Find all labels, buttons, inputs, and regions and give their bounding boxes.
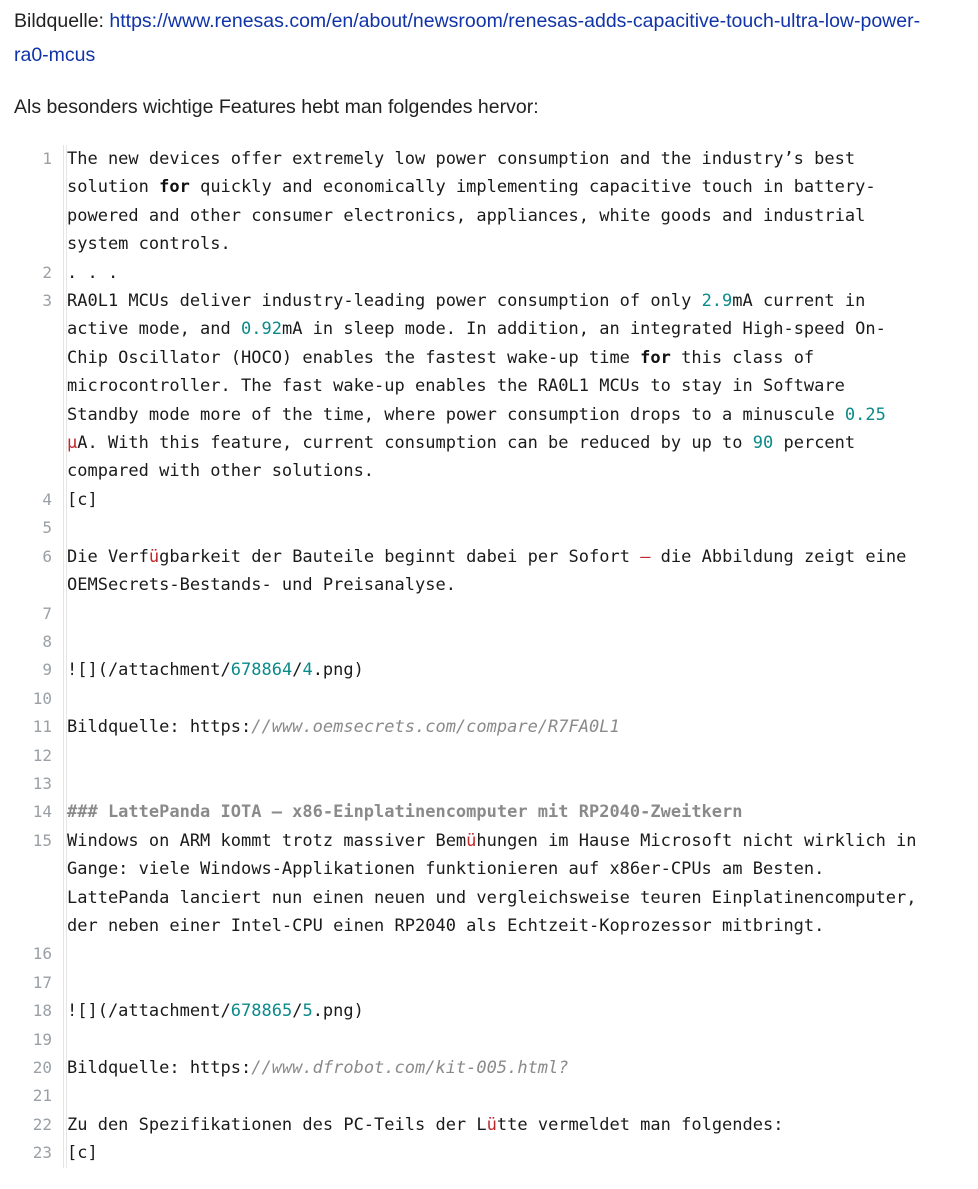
token: 0.25: [844, 404, 886, 425]
token: tte vermeldet man folgendes:: [496, 1114, 784, 1135]
code-line: [20, 770, 920, 798]
code-line: [20, 656, 920, 684]
token: ![](/attachment/: [67, 660, 231, 681]
code-line: [20, 685, 920, 713]
line-text: [66, 628, 920, 656]
line-text: [66, 1111, 920, 1139]
code-line: [20, 287, 920, 486]
token: 678865: [230, 1001, 293, 1022]
code-line: [20, 1082, 920, 1110]
line-number: 19: [32, 1029, 52, 1049]
token: A. With this feature, current consumption can be reduced by up to: [77, 433, 753, 454]
token: Zu den Spezifikationen des PC-Teils der L: [67, 1114, 487, 1135]
token: [c]: [67, 1143, 98, 1164]
line-text: [66, 656, 920, 684]
line-text: [66, 543, 920, 600]
code-line: [20, 145, 920, 259]
line-number: 2: [42, 262, 52, 282]
token: 678864: [230, 660, 293, 681]
line-number: 12: [32, 745, 52, 765]
line-number: 13: [32, 773, 52, 793]
line-text: [66, 486, 920, 514]
line-number: 9: [42, 660, 52, 680]
line-text: [66, 997, 920, 1025]
line-text: [66, 969, 920, 997]
token: quickly and economically implementing capacitive touch in battery-powered and other consumer electronics, appliances, white goods and industrial system controls.: [67, 177, 876, 255]
token: .png): [312, 1001, 364, 1022]
token: µ: [67, 433, 78, 454]
token: die Abbildung zeigt eine OEMSecrets-Bestands- und Preisanalyse.: [67, 546, 917, 596]
token: –: [640, 546, 651, 567]
token: ![](/attachment/: [67, 1001, 231, 1022]
token: Die Verf: [67, 546, 149, 567]
token: [886, 405, 896, 425]
line-text: [66, 1139, 920, 1167]
line-number: 23: [32, 1143, 52, 1163]
line-text: [66, 940, 920, 968]
code-line: [20, 486, 920, 514]
token: . . .: [67, 262, 119, 283]
line-number: 16: [32, 944, 52, 964]
line-text: [66, 770, 920, 798]
token: gbarkeit der Bauteile beginnt dabei per Sofort: [159, 546, 641, 567]
line-text: [66, 742, 920, 770]
code-line: [20, 1139, 920, 1167]
code-line: [20, 600, 920, 628]
code-line: [20, 1111, 920, 1139]
line-text: [66, 798, 920, 826]
code-line: [20, 1054, 920, 1082]
token: this class of microcontroller. The fast wake-up enables the RA0L1 MCUs to stay in Software Standby mode more of the time, where power consumption drops to a minuscule: [67, 347, 856, 425]
line-text: [66, 713, 920, 741]
line-number: 7: [42, 603, 52, 623]
line-number: 11: [32, 717, 52, 737]
line-number: 22: [32, 1114, 52, 1134]
line-text: [66, 259, 920, 287]
token: hungen im Hause Microsoft nicht wirklich in Gange: viele Windows-Applikationen funktionieren auf x86er-CPUs am Besten. LattePanda lanciert nun einen neuen und vergleichsweise teuren Einplatinencomputer, der neben einer Intel-CPU einen RP2040 als Echtzeit-Koprozessor mitbringt.: [67, 830, 927, 936]
line-number: 6: [42, 546, 52, 566]
token: for: [159, 177, 190, 198]
code-block: [20, 145, 927, 1168]
code-line: [20, 259, 920, 287]
token: 0.92: [241, 319, 282, 340]
token: mA current in active mode, and: [67, 291, 876, 340]
image-source-link[interactable]: https://www.renesas.com/en/about/newsroom/renesas-adds-capacitive-touch-ultra-low-power-ra0-mcus: [14, 10, 921, 66]
line-number: 8: [42, 631, 52, 651]
token: //www.oemsecrets.com/compare/R7FA0L1: [251, 717, 620, 738]
line-number: 3: [42, 291, 52, 311]
line-number: 21: [32, 1086, 52, 1106]
line-number: 14: [32, 802, 52, 822]
line-number: 20: [32, 1058, 52, 1077]
token: Windows on ARM kommt trotz massiver Bem: [67, 830, 467, 851]
token: //www.dfrobot.com/kit-005.html?: [251, 1058, 569, 1078]
line-number: 15: [32, 830, 52, 850]
token: mA in sleep mode. In addition, an integrated High-speed On-Chip Oscillator (HOCO) enables the fastest wake-up time: [67, 319, 886, 368]
token: Bildquelle: https:: [67, 1058, 252, 1078]
line-text: [66, 1082, 920, 1110]
token: ü: [148, 546, 160, 567]
image-source-line: [14, 4, 944, 72]
token: The new devices offer extremely low power consumption and the industry’s best solution: [67, 149, 866, 198]
token: ### LattePanda IOTA – x86-Einplatinencomputer mit RP2040-Zweitkern: [67, 802, 743, 823]
line-text: [66, 287, 920, 486]
image-source-label: Bildquelle:: [14, 10, 104, 32]
token: percent compared with other solutions.: [67, 433, 866, 482]
line-number: 10: [32, 688, 52, 708]
line-text: [66, 1026, 920, 1054]
line-text: [66, 827, 927, 941]
line-text: [66, 145, 920, 259]
line-number: 1: [42, 149, 52, 168]
code-line: [20, 543, 920, 600]
token: [c]: [67, 489, 98, 510]
token: /: [292, 1001, 303, 1022]
line-text: [66, 514, 920, 542]
token: 5: [302, 1001, 313, 1022]
code-line: [20, 628, 920, 656]
token: RA0L1 MCUs deliver industry-leading power consumption of only: [67, 291, 702, 312]
token: Bildquelle: https:: [67, 717, 252, 738]
token: 4: [302, 660, 313, 681]
line-text: [66, 1054, 920, 1082]
code-line: [20, 713, 920, 741]
token: .png): [312, 660, 364, 681]
token: ü: [486, 1114, 497, 1135]
code-line: [20, 827, 927, 941]
code-line: [20, 742, 920, 770]
token: 90: [752, 433, 774, 454]
line-number: 17: [32, 972, 52, 992]
token: for: [640, 347, 671, 368]
intro-paragraph: Als besonders wichtige Features hebt man folgendes hervor:: [14, 96, 539, 118]
token: ü: [466, 830, 477, 851]
line-text: [66, 685, 920, 713]
line-number: 5: [42, 518, 52, 538]
token: /: [292, 660, 303, 681]
code-line: [20, 997, 920, 1025]
code-line: [20, 514, 920, 542]
line-text: [66, 600, 920, 628]
code-line: [20, 798, 920, 826]
code-line: [20, 969, 920, 997]
line-number: 4: [42, 489, 52, 509]
line-number: 18: [32, 1001, 52, 1021]
code-line: [20, 1026, 920, 1054]
token: 2.9: [701, 291, 733, 312]
code-line: [20, 940, 920, 968]
